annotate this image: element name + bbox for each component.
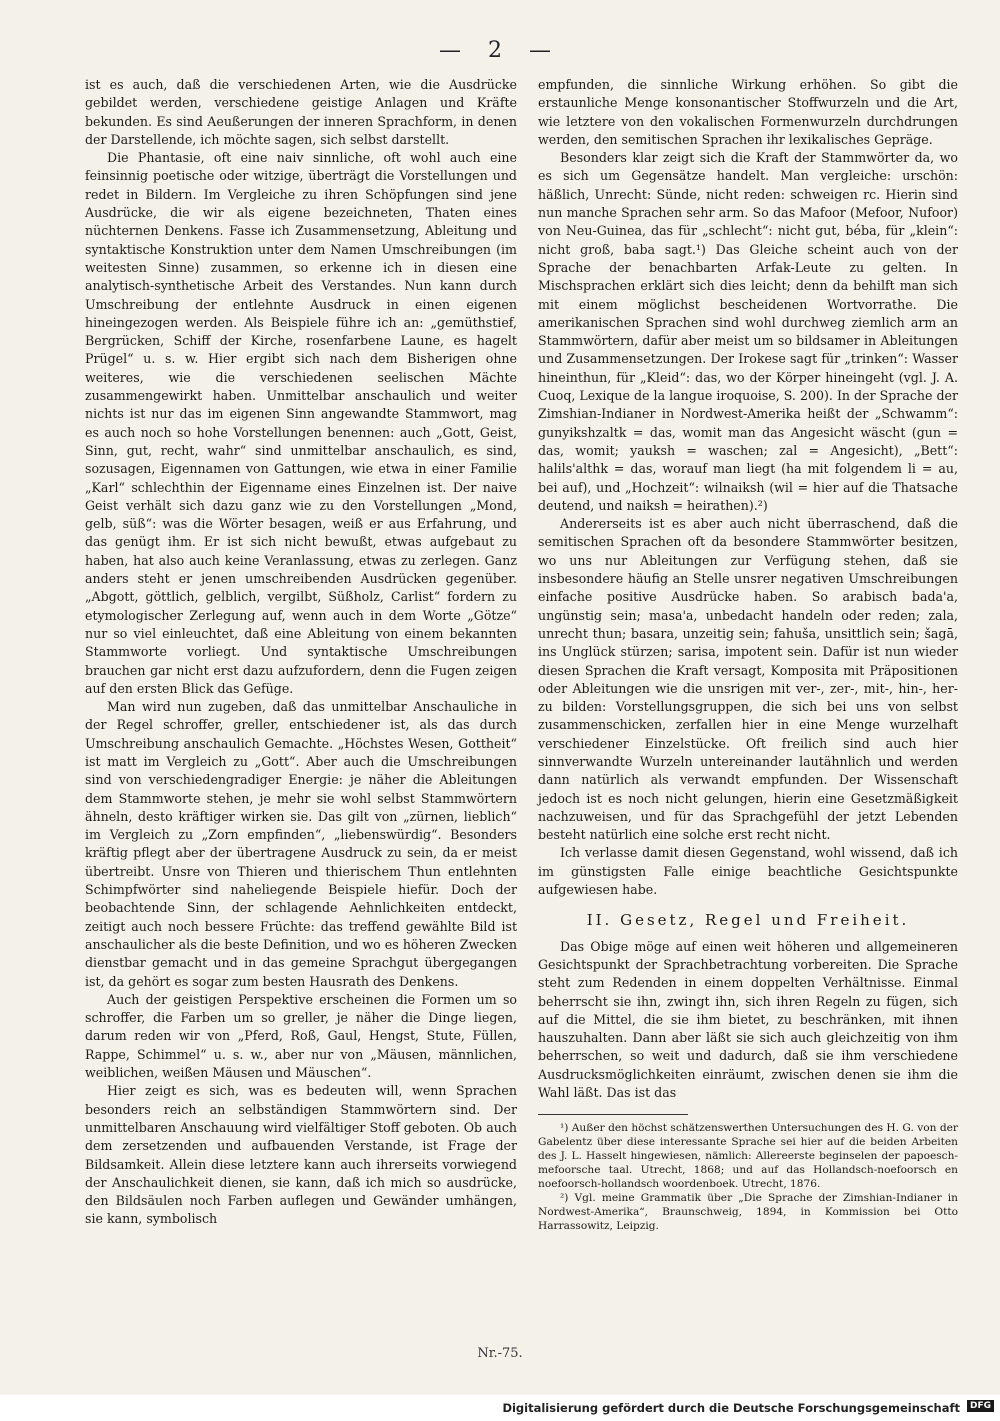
digitization-footer (0, 1395, 1000, 1421)
page-number: — 2 — (439, 38, 561, 63)
footnote: ²) Vgl. meine Grammatik über „Die Sprache der Zimshian-Indianer in Nordwest-Amerika“, Braunschweig, 1894, in Kommission bei Otto Harrassowitz, Leipzig. (538, 1192, 958, 1233)
left-column (85, 76, 517, 1229)
paragraph: Man wird nun zugeben, daß das unmittelbar Anschauliche in der Regel schroffer, greller, entschiedener ist, als das durch Umschreibung anschaulich Gemachte. „Höchstes Wesen, Gottheit“ ist matt im Vergleich zu „Gott“. Aber auch die Umschreibungen sind von verschiedengradiger Energie: je näher die Ableitungen dem Stammworte stehen, je mehr sie wohl selbst Stammwörtern ähneln, desto kräftiger wirken sie. Das gilt von „zürnen, lieblich“ im Vergleich zu „Zorn empfinden“, „liebenswürdig“. Besonders kräftig pflegt aber der übertragene Ausdruck zu sein, da er meist übertreibt. Unsre von Thieren und thierischem Thun entlehnten Schimpfwörter sind naheliegende Beispiele hiefür. Doch der beobachtende Sinn, der schlagende Aehnlichkeiten entdeckt, zeitigt auch noch bessere Früchte: das treffend gewählte Bild ist anschaulicher als die beste Definition, und wo es höheren Zwecken dienstbar gemacht und in das gemeine Sprachgut übergegangen ist, da gehört es sogar zum besten Hausrath des Denkens. (85, 699, 517, 989)
paragraph: Ich verlasse damit diesen Gegenstand, wohl wissend, daß ich im günstigsten Falle einige beachtliche Gesichtspunkte aufgewiesen habe. (538, 845, 958, 898)
paragraph: Auch der geistigen Perspektive erscheinen die Formen um so schroffer, die Farben um so greller, je näher die Dinge liegen, darum reden wir von „Pferd, Roß, Gaul, Hengst, Stute, Füllen, Rappe, Schimmel“ u. s. w., aber nur von „Mäusen, männlichen, weiblichen, weißen Mäusen und Mäuschen“. (85, 991, 517, 1081)
footnote: ¹) Außer den höchst schätzenswerthen Untersuchungen des H. G. von der Gabelentz über diese interessante Sprache sei hier auf die beiden Arbeiten des J. L. Hasselt hingewiesen, nämlich: Allereerste beginselen der papoesch-mefoorsche taal. Utrecht, 1868; und auf das Hollandsch-noefoorsch en noefoorsch-hollandsch woordenboek. Utrecht, 1876. (538, 1122, 958, 1191)
paragraph: Andererseits ist es aber auch nicht überraschend, daß die semitischen Sprachen oft da besondere Stammwörter besitzen, wo uns nur Ableitungen zur Verfügung stehen, daß sie insbesondere häufig an Stelle unsrer negativen Umschreibungen einfache positive Ausdrücke haben. So arabisch bada'a, ungünstig sein; masa'a, unbedacht handeln oder reden; zala, unrecht thun; basara, unzeitig sein; fahuša, unsittlich sein; šagā, ins Unglück stürzen; sarisa, impotent sein. Dafür ist nun wieder diesen Sprachen die Kraft versagt, Komposita mit Präpositionen oder Ableitungen wie die unsrigen mit ver-, zer-, mit-, hin-, her- zu bilden: Vorstellungsgruppen, die sich bei uns von selbst zusammenschicken, zerfallen hier in eine Menge wurzelhaft verschiedener Einzelstücke. Oft freilich sind auch hier sinnverwandte Wurzeln untereinander lautähnlich und werden dann natürlich als verwandt empfunden. Der Wissenschaft jedoch ist es noch nicht gelungen, hierin eine Gesetzmäßigkeit nachzuweisen, und für das Sprachgefühl der jetzt Lebenden besteht natürlich eine solche erst recht nicht. (538, 516, 958, 843)
paragraph: Das Obige möge auf einen weit höheren und allgemeineren Gesichtspunkt der Sprachbetrachtung vorbereiten. Die Sprache steht zum Redenden in einem doppelten Verhältnisse. Einmal beherrscht sie ihn, zwingt ihn, sich ihren Regeln zu fügen, sich auf die Mittel, die sie ihm bietet, zu beschränken, mit ihnen hauszuhalten. Dann aber läßt sie sich auch gleichzeitig von ihm beherrschen, so weit und dadurch, daß sie ihm verschiedene Ausdrucksmöglichkeiten einräumt, zwischen denen sie ihm die Wahl läßt. Das ist das (538, 938, 958, 1101)
digitization-note: Digitalisierung gefördert durch die Deutsche Forschungsgemeinschaft (502, 1401, 960, 1415)
paragraph: Die Phantasie, oft eine naiv sinnliche, oft wohl auch eine feinsinnig poetische oder witzige, überträgt die Vorstellungen und redet in Bildern. Im Vergleiche zu ihren Schöpfungen sind jene Ausdrücke, die wir als eigene bezeichneten, Thaten eines nüchternen Denkens. Fasse ich Zusammensetzung, Ableitung und syntaktische Konstruktion unter dem Namen Umschreibungen (im weitesten Sinne) zusammen, so erkenne ich in diesen eine analytisch-synthetische Arbeit des Verstandes. Nun kann durch Umschreibung der entlehnte Ausdruck in einen eigenen hineingezogen werden. Als Beispiele führe ich an: „gemüthstief, Bergrücken, Schiff der Kirche, rosenfarbene Laune, es hagelt Prügel“ u. s. w. Hier ergibt sich nach dem Bisherigen ohne weiteres, wie die verschiedenen seelischen Mächte zusammengewirkt haben. Unmittelbar anschaulich und weiter nichts ist nur das im eigenen Sinn angewandte Stammwort, mag es auch noch so hohe Vorstellungen benennen: auch „Gott, Geist, Sinn, gut, recht, wahr“ sind unmittelbar anschaulich, es sind, sozusagen, Eigennamen von Gattungen, wie etwa in einer Familie „Karl“ schlechthin der Eigenname eines Einzelnen ist. Der naive Geist verhält sich dazu ganz wie zu den Vorstellungen „Mond, gelb, süß“: was die Wörter besagen, weiß er aus Erfahrung, und das genügt ihm. Er ist sich nicht bewußt, etwas aufgebaut zu haben, hat also auch keine Veranlassung, etwas zu zerlegen. Ganz anders steht er jenen umschreibenden Ausdrücken gegenüber. „Abgott, göttlich, gelblich, vergilbt, Süßholz, Carlist“ fordern zu etymologischer Zerlegung auf, wenn auch in dem Worte „Götze“ nur so viel einleuchtet, daß eine Ableitung von einem bekannten Stammworte vorliegt. Und syntaktische Umschreibungen brauchen gar nicht erst dazu aufzufordern, denn die Fugen zeigen auf den ersten Blick das Gefüge. (85, 150, 517, 696)
paragraph: Hier zeigt es sich, was es bedeuten will, wenn Sprachen besonders reich an selbständigen Stammwörtern sind. Der unmittelbaren Anschauung wird vielfältiger Stoff geboten. Ob auch dem zersetzenden und aufbauenden Verstande, ist Frage der Bildsamkeit. Allein diese letztere kann auch ihrerseits vorwiegend der Anschaulichkeit dienen, sie kann, daß ich mich so ausdrücke, den Bildsäulen noch Farben auflegen und Gewänder umhängen, sie kann, symbolisch (85, 1083, 517, 1227)
section-heading: II. Gesetz, Regel und Freiheit. (586, 911, 910, 930)
paragraph: ist es auch, daß die verschiedenen Arten, wie die Ausdrücke gebildet werden, verschiedene geistige Anlagen und Kräfte bekunden. Es sind Aeußerungen der inneren Sprachform, in denen der Darstellende, ich möchte sagen, sich selbst darstellt. (85, 77, 517, 147)
dfg-logo: DFG (967, 1400, 994, 1412)
right-column (538, 76, 958, 1233)
footnote-divider (538, 1114, 688, 1115)
paragraph: Besonders klar zeigt sich die Kraft der Stammwörter da, wo es sich um Gegensätze handelt. Man vergleiche: urschön: häßlich, Unrecht: Sünde, nicht reden: schweigen rc. Hierin sind nun manche Sprachen sehr arm. So das Mafoor (Mefoor, Nufoor) von Neu-Guinea, das für „schlecht“: nicht gut, béba, für „klein“: nicht groß, baba sagt.¹) Das Gleiche scheint auch von der Sprache der benachbarten Arfak-Leute zu gelten. In Mischsprachen erklärt sich dies leicht; denn da behilft man sich mit einem möglichst bescheidenen Wortvorrathe. Die amerikanischen Sprachen sind wohl durchweg ziemlich arm an Stammwörtern, dafür aber meist um so bildsamer in Ableitungen und Zusammensetzungen. Der Irokese sagt für „trinken“: Wasser hineinthun, für „Kleid“: das, wo der Körper hineingeht (vgl. J. A. Cuoq, Lexique de la langue iroquoise, S. 200). In der Sprache der Zimshian-Indianer in Nordwest-Amerika heißt der „Schwamm“: gunyikshzaltk = das, womit man das Angesicht wäscht (gun = das, womit; yauksh = waschen; zal = Angesicht), „Bett“: halils'althk = das, worauf man liegt (ha mit folgendem li = au, bei auf), und „Hochzeit“: wilnaiksh (wil = hier auf die Thatsache deutend, und naiksh = heirathen).²) (538, 150, 958, 513)
signature-mark: Nr.-75. (477, 1346, 523, 1361)
paragraph: empfunden, die sinnliche Wirkung erhöhen. So gibt die erstaunliche Menge konsonantischer Stoffwurzeln und die Art, wie letztere von den vokalischen Formenwurzeln durchdrungen werden, den semitischen Sprachen ihr lexikalisches Gepräge. (538, 77, 958, 147)
